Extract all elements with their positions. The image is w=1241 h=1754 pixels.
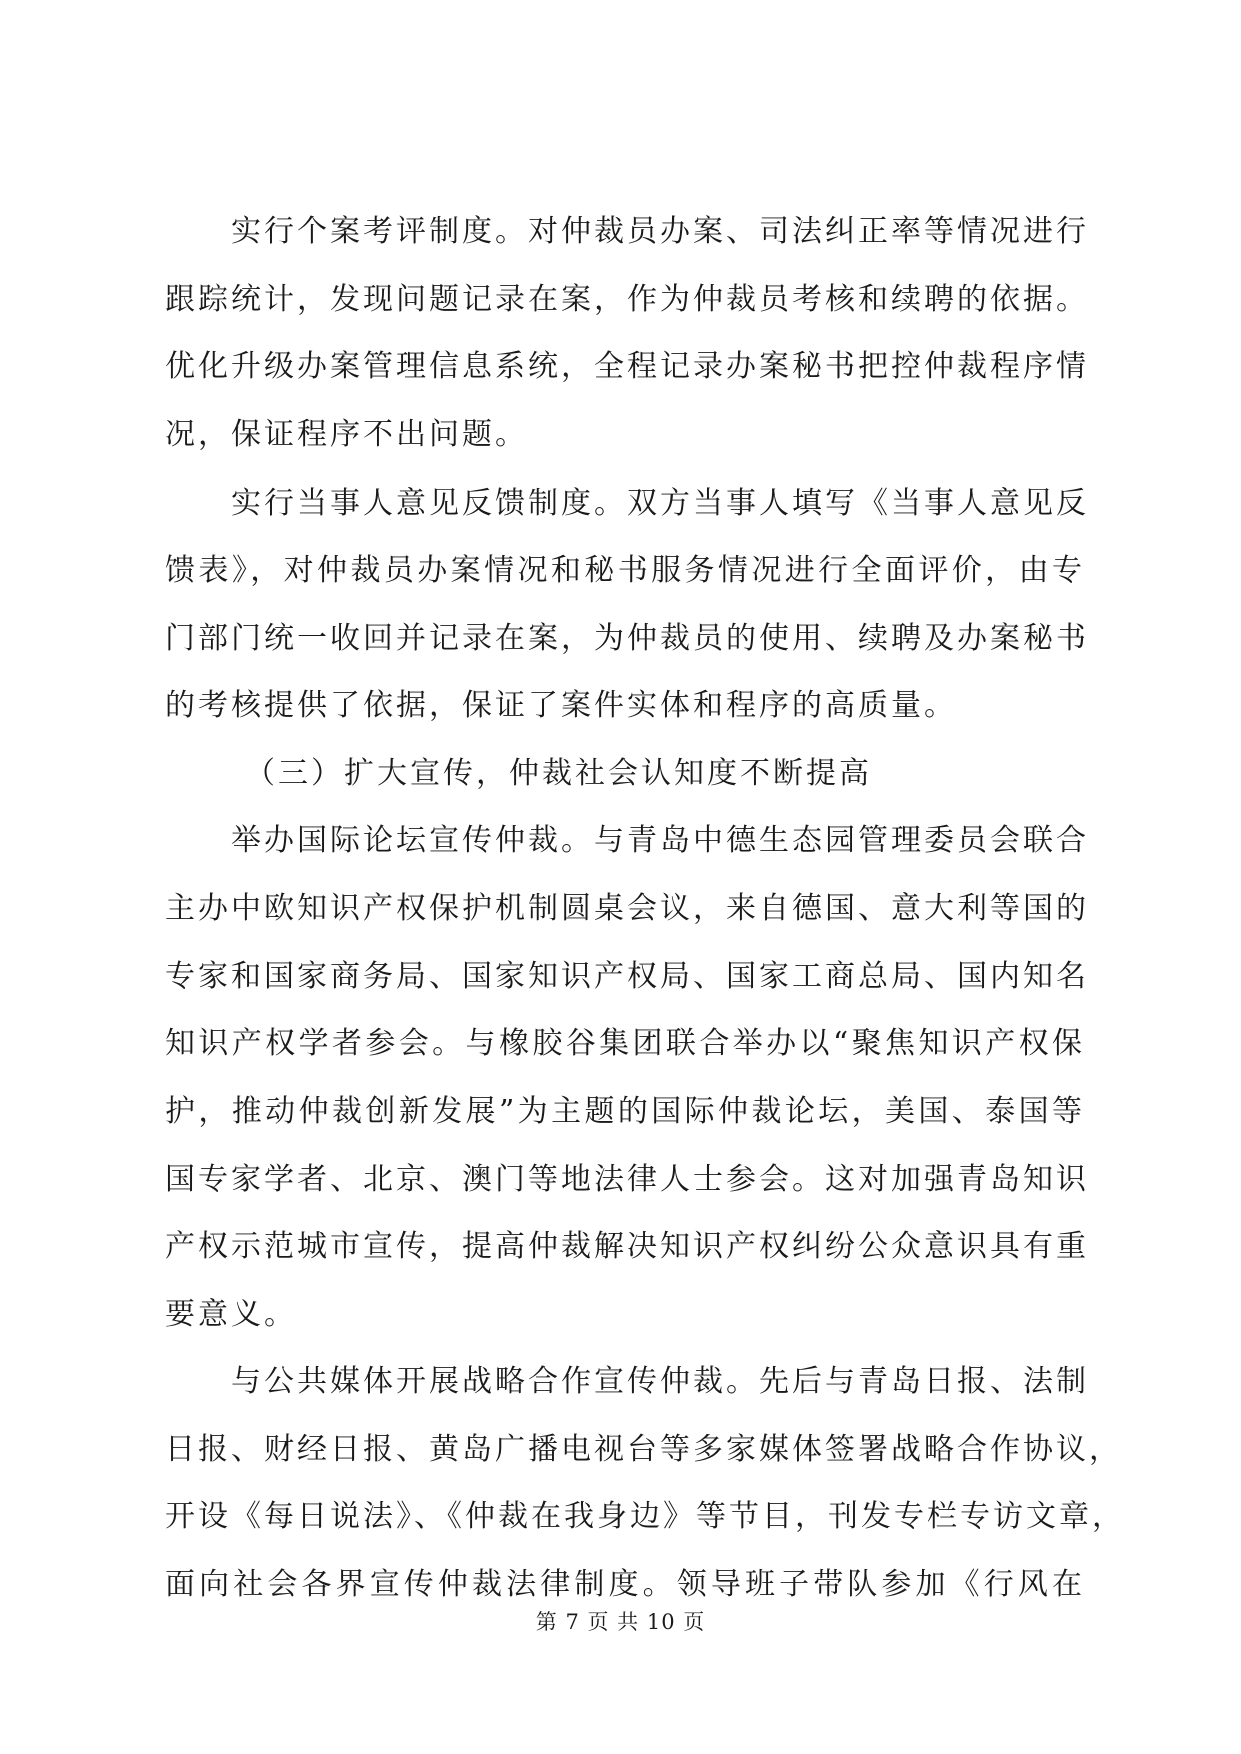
paragraph-line: 护，推动仲裁创新发展”为主题的国际仲裁论坛，美国、泰国等 [165,1094,1085,1129]
paragraph-line: 馈表》，对仲裁员办案情况和秘书服务情况进行全面评价，由专 [165,553,1085,588]
paragraph-line: 开设《每日说法》、《仲裁在我身边》等节目，刊发专栏专访文章， [165,1499,1125,1534]
paragraph-line: 知识产权学者参会。与橡胶谷集团联合举办以“聚焦知识产权保 [165,1026,1085,1061]
paragraph-line: 况，保证程序不出问题。 [165,417,528,452]
paragraph-line: 专家和国家商务局、国家知识产权局、国家工商总局、国内知名 [165,959,1089,994]
paragraph-line: 日报、财经日报、黄岛广播电视台等多家媒体签署战略合作协议， [165,1432,1122,1467]
paragraph-line: 要意义。 [165,1297,297,1332]
paragraph-line: 跟踪统计，发现问题记录在案，作为仲裁员考核和续聘的依据。 [165,282,1089,317]
section-heading: （三）扩大宣传，仲裁社会认知度不断提高 [245,756,872,791]
paragraph-line: 面向社会各界宣传仲裁法律制度。领导班子带队参加《行风在 [165,1567,1085,1602]
paragraph-line: 的考核提供了依据，保证了案件实体和程序的高质量。 [165,688,957,723]
page-number-footer: 第 7 页 共 10 页 [535,1610,706,1634]
paragraph-line: 实行当事人意见反馈制度。双方当事人填写《当事人意见反 [231,486,1089,521]
paragraph-line: 与公共媒体开展战略合作宣传仲裁。先后与青岛日报、法制 [231,1364,1089,1399]
paragraph-line: 优化升级办案管理信息系统，全程记录办案秘书把控仲裁程序情 [165,349,1089,384]
paragraph-line: 门部门统一收回并记录在案，为仲裁员的使用、续聘及办案秘书 [165,621,1089,656]
paragraph-line: 举办国际论坛宣传仲裁。与青岛中德生态园管理委员会联合 [231,823,1089,858]
paragraph-line: 产权示范城市宣传，提高仲裁解决知识产权纠纷公众意识具有重 [165,1229,1089,1264]
paragraph-line: 实行个案考评制度。对仲裁员办案、司法纠正率等情况进行 [231,214,1089,249]
paragraph-line: 主办中欧知识产权保护机制圆桌会议，来自德国、意大利等国的 [165,891,1089,926]
paragraph-line: 国专家学者、北京、澳门等地法律人士参会。这对加强青岛知识 [165,1162,1089,1197]
